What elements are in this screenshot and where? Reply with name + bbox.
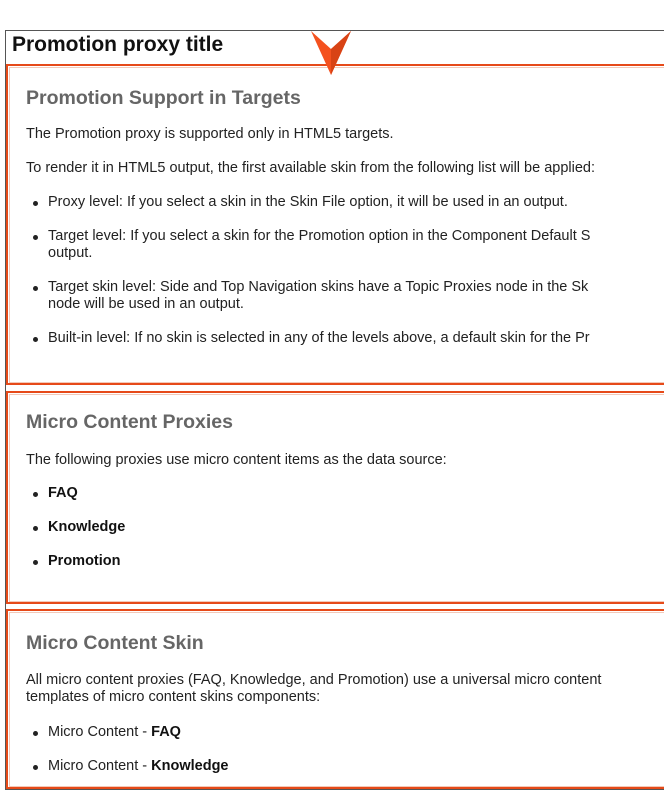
- section-heading: Micro Content Proxies: [26, 411, 233, 433]
- micro-content-proxies-section: [6, 391, 664, 604]
- micro-content-skin-section: [6, 609, 664, 789]
- list-item: Target level: If you select a skin for the Promotion option in the Component Default S output.: [48, 228, 591, 261]
- section-heading: Promotion Support in Targets: [26, 87, 301, 109]
- list-item-promotion: Promotion: [48, 553, 121, 569]
- list-item: Micro Content - FAQ: [48, 724, 181, 740]
- orange-arrow-down-icon[interactable]: [310, 30, 352, 76]
- list-item: Built-in level: If no skin is selected in any of the levels above, a default skin for the Pr: [48, 330, 590, 346]
- promotion-support-section: [6, 64, 664, 385]
- section-heading: Micro Content Skin: [26, 632, 204, 654]
- proxy-title: Promotion proxy title: [12, 33, 224, 56]
- list-item: Micro Content - Knowledge: [48, 758, 229, 774]
- paragraph: The following proxies use micro content items as the data source:: [26, 452, 447, 468]
- paragraph: The Promotion proxy is supported only in HTML5 targets.: [26, 126, 394, 142]
- list-item: Proxy level: If you select a skin in the Skin File option, it will be used in an output.: [48, 194, 568, 210]
- list-item-knowledge: Knowledge: [48, 519, 126, 535]
- paragraph: To render it in HTML5 output, the first available skin from the following list will be applied:: [26, 160, 595, 176]
- paragraph: All micro content proxies (FAQ, Knowledge, and Promotion) use a universal micro content templates of micro content skins components:: [26, 672, 602, 705]
- list-item: Target skin level: Side and Top Navigation skins have a Topic Proxies node in the Sk node will be used in an output.: [48, 279, 589, 312]
- list-item-faq: FAQ: [48, 485, 78, 501]
